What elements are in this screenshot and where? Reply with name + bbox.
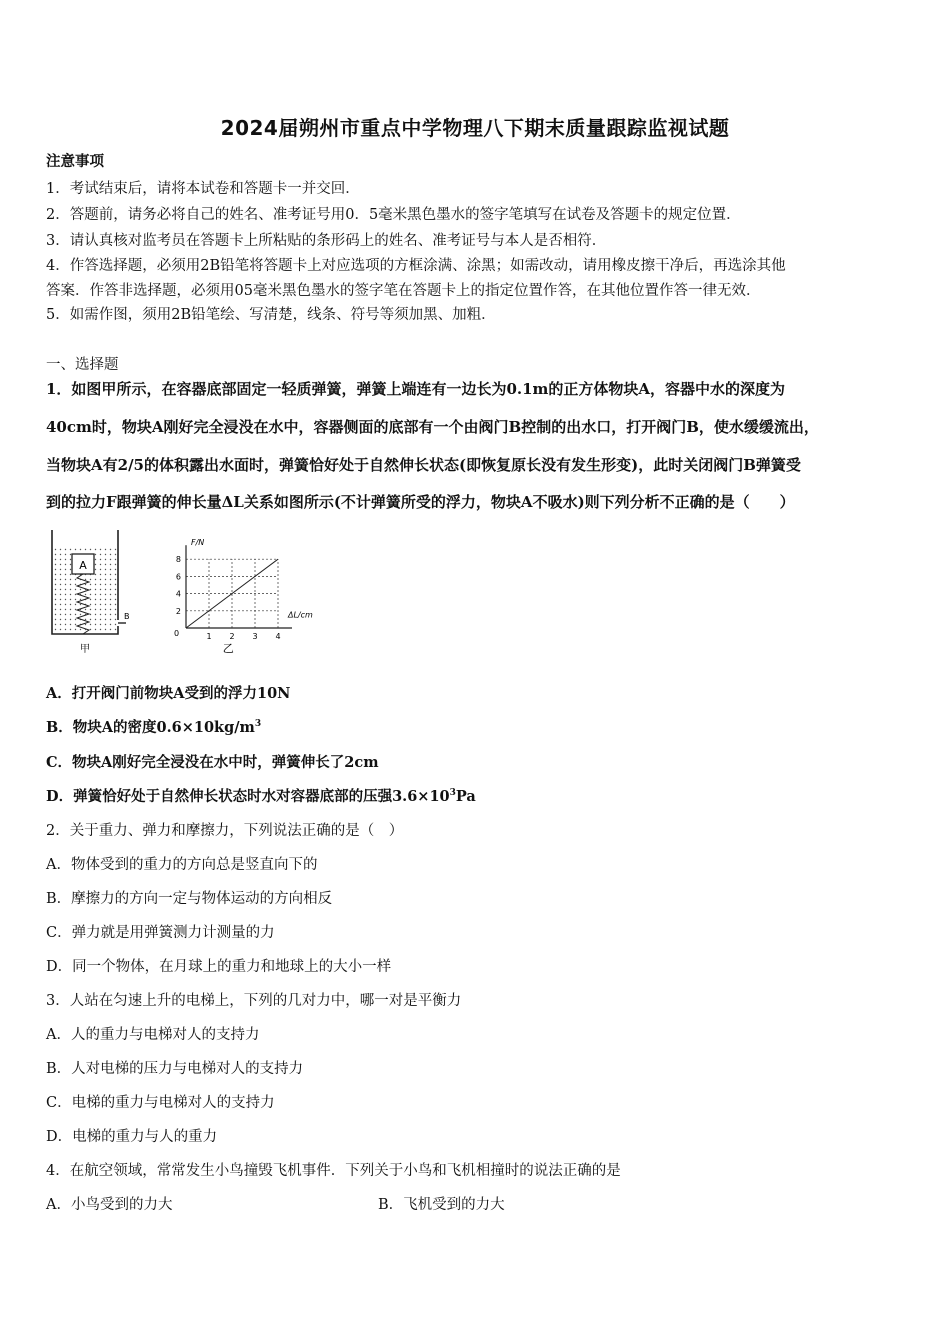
x-axis-label: ΔL/cm [288, 610, 313, 620]
section-heading: 一、选择题 [46, 357, 119, 373]
notice-item: 4．作答选择题，必须用2B铅笔将答题卡上对应选项的方框涂满、涂黑；如需改动，请用橡皮擦干净后，再选涂其他 [46, 258, 786, 274]
q1-option-c: C．物块A刚好完全浸没在水中时，弹簧伸长了2cm [46, 754, 379, 771]
q1-option-d-text: D．弹簧恰好处于自然伸长状态时水对容器底部的压强3.6×10 [46, 788, 450, 805]
notice-item: 答案．作答非选择题，必须用05毫米黑色墨水的签字笔在答题卡上的指定位置作答，在其他位置作答一律无效． [46, 283, 761, 299]
q1-option-d [46, 785, 476, 806]
x-tick-label: 4 [275, 632, 281, 641]
notice-item: 2．答题前，请务必将自己的姓名、准考证号用0．5毫米黑色墨水的签字笔填写在试卷及答题卡的规定位置． [46, 207, 741, 223]
q1-figure [44, 518, 314, 658]
notice-item: 3．请认真核对监考员在答题卡上所粘贴的条形码上的姓名、准考证号与本人是否相符． [46, 233, 607, 249]
q1-stem-line: 到的拉力F跟弹簧的伸长量ΔL关系如图所示(不计弹簧所受的浮力，物块A不吸水)则下列分析不正确的是（ ） [46, 493, 795, 511]
q3-option: D．电梯的重力与人的重力 [46, 1129, 218, 1145]
q1-stem-line: 40cm时，物块A刚好完全浸没在水中，容器侧面的底部有一个由阀门B控制的出水口，打开阀门B，使水缓缓流出， [46, 418, 819, 436]
q2-option: A．物体受到的重力的方向总是竖直向下的 [46, 857, 318, 873]
q2-stem: 2．关于重力、弹力和摩擦力，下列说法正确的是（ ） [46, 823, 404, 839]
q3-stem: 3．人站在匀速上升的电梯上，下列的几对力中，哪一对是平衡力 [46, 993, 462, 1009]
q2-option: D．同一个物体，在月球上的重力和地球上的大小一样 [46, 959, 392, 975]
origin-label: 0 [174, 629, 180, 638]
q1-option-b-text: B．物块A的密度0.6×10kg/m [46, 719, 255, 736]
force-extension-graph [174, 538, 313, 655]
q1-option-d-unit: Pa [455, 788, 476, 805]
q1-option-b [46, 716, 261, 737]
page-title: 2024届朔州市重点中学物理八下期末质量跟踪监视试题 [220, 116, 730, 140]
container-diagram [52, 530, 130, 655]
q1-stem-line: 当物块A有2/5的体积露出水面时，弹簧恰好处于自然伸长状态(即恢复原长没有发生形变)，此时关闭阀门B弹簧受 [46, 456, 801, 474]
x-tick-label: 1 [206, 632, 212, 641]
y-axis-label: F/N [191, 538, 205, 548]
notice-heading: 注意事项 [46, 153, 104, 170]
q1-option-b-sup: 3 [254, 719, 262, 730]
q1-stem-line: 1．如图甲所示，在容器底部固定一轻质弹簧，弹簧上端连有一边长为0.1m的正方体物块A，容器中水的深度为 [46, 380, 786, 398]
q3-option: B．人对电梯的压力与电梯对人的支持力 [46, 1061, 304, 1077]
valve-b-label: B [124, 612, 130, 621]
y-tick-label: 8 [175, 555, 181, 565]
figure-yi-label: 乙 [222, 642, 234, 655]
block-a-label: A [79, 559, 87, 572]
q1-option-d-sup: 3 [449, 788, 456, 799]
q4-stem: 4．在航空领域，常常发生小鸟撞毁飞机事件．下列关于小鸟和飞机相撞时的说法正确的是 [46, 1163, 621, 1179]
notice-item: 1．考试结束后，请将本试卷和答题卡一并交回． [46, 181, 360, 197]
q2-option: C．弹力就是用弹簧测力计测量的力 [46, 925, 275, 941]
q1-option-a: A．打开阀门前物块A受到的浮力10N [46, 685, 291, 702]
q3-option: A．人的重力与电梯对人的支持力 [46, 1027, 260, 1043]
x-tick-label: 2 [229, 632, 235, 641]
y-tick-label: 6 [175, 572, 181, 582]
q2-option: B．摩擦力的方向一定与物体运动的方向相反 [46, 891, 333, 907]
figure-jia-label: 甲 [80, 644, 90, 655]
y-tick-label: 2 [175, 606, 181, 616]
x-tick-label: 3 [252, 632, 258, 641]
q4-option: A．小鸟受到的力大 [46, 1197, 173, 1213]
notice-item: 5．如需作图，须用2B铅笔绘、写清楚，线条、符号等须加黑、加粗． [46, 307, 496, 323]
y-tick-label: 4 [175, 589, 181, 599]
q4-option: B．飞机受到的力大 [378, 1197, 505, 1213]
q3-option: C．电梯的重力与电梯对人的支持力 [46, 1095, 275, 1111]
